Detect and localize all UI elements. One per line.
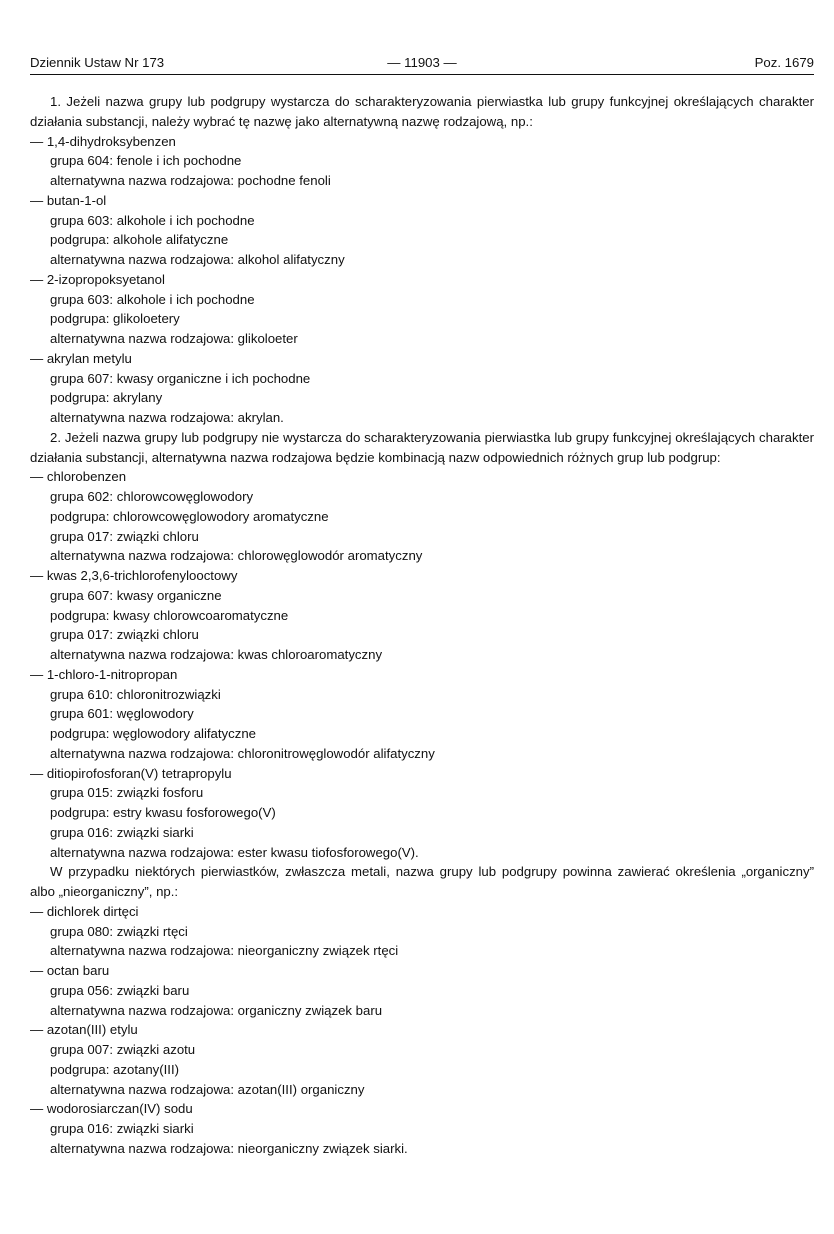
document-page <box>30 52 814 1159</box>
detail-line: grupa 602: chlorowcowęglowodory <box>50 489 254 504</box>
detail-line: alternatywna nazwa rodzajowa: pochodne fenoli <box>50 173 331 188</box>
detail-line: alternatywna nazwa rodzajowa: organiczny związek baru <box>50 1002 383 1018</box>
paragraph: 2. Jeżeli nazwa grupy lub podgrupy nie wystarcza do scharakteryzowania pierwiastka lub grupy funkcyjnej określających charakter działania substancji, alternatywna nazwa rodzajowa będzie kombinacją nazw odpowiednich różnych grup lub podgrup: <box>30 429 814 465</box>
detail-line: alternatywna nazwa rodzajowa: chloronitrowęglowodór alifatyczny <box>50 745 435 761</box>
detail-line: alternatywna nazwa rodzajowa: chlorowęglowodór aromatyczny <box>50 548 423 564</box>
detail-line: grupa 016: związki siarki <box>50 824 194 840</box>
substance-item: — akrylan metylu <box>30 350 132 366</box>
substance-item: — butan-1-ol <box>30 192 107 208</box>
detail-line: grupa 016: związki siarki <box>50 1121 194 1136</box>
detail-line: grupa 007: związki azotu <box>50 1042 196 1057</box>
paragraph: 1. Jeżeli nazwa grupy lub podgrupy wystarcza do scharakteryzowania pierwiastka lub grupy funkcyjnej określających charakter działania substancji, należy wybrać tę nazwę jako alternatywną nazwę rodzajową, np.: <box>30 94 814 129</box>
detail-line: alternatywna nazwa rodzajowa: ester kwasu tiofosforowego(V). <box>50 844 419 860</box>
detail-line: grupa 015: związki fosforu <box>50 785 204 801</box>
detail-line: grupa 607: kwasy organiczne <box>50 587 222 603</box>
detail-line: alternatywna nazwa rodzajowa: nieorganiczny związek rtęci <box>50 943 399 959</box>
detail-line: grupa 056: związki baru <box>50 982 190 998</box>
detail-line: grupa 610: chloronitrozwiązki <box>50 686 221 702</box>
detail-line: alternatywna nazwa rodzajowa: glikoloeter <box>50 331 298 346</box>
detail-line: podgrupa: estry kwasu fosforowego(V) <box>50 805 276 820</box>
detail-line: alternatywna nazwa rodzajowa: azotan(III) organiczny <box>50 1081 365 1097</box>
detail-line: alternatywna nazwa rodzajowa: akrylan. <box>50 410 284 425</box>
detail-line: grupa 017: związki chloru <box>50 528 199 544</box>
substance-item: — 1,4-dihydroksybenzen <box>30 133 176 149</box>
substance-item: — chlorobenzen <box>30 469 127 485</box>
detail-line: grupa 603: alkohole i ich pochodne <box>50 212 255 228</box>
paragraph: W przypadku niektórych pierwiastków, zwłaszcza metali, nazwa grupy lub podgrupy powinna zawierać określenia „organiczny” albo „nieorganiczny”, np.: <box>30 864 814 899</box>
position-number: Poz. 1679 <box>754 55 814 70</box>
substance-item: — ditiopirofosforan(V) tetrapropylu <box>30 765 232 781</box>
detail-line: podgrupa: kwasy chlorowcoaromatyczne <box>50 607 289 623</box>
page-header <box>30 52 814 75</box>
detail-line: grupa 601: węglowodory <box>50 706 194 722</box>
detail-line: grupa 603: alkohole i ich pochodne <box>50 291 255 307</box>
detail-line: podgrupa: alkohole alifatyczne <box>50 232 229 248</box>
journal-title: Dziennik Ustaw Nr 173 <box>30 55 165 70</box>
substance-item: — 2-izopropoksyetanol <box>30 271 165 287</box>
page-number: — 11903 — <box>387 55 457 70</box>
detail-line: alternatywna nazwa rodzajowa: kwas chloroaromatyczny <box>50 647 383 662</box>
detail-line: grupa 017: związki chloru <box>50 627 199 643</box>
detail-line: grupa 604: fenole i ich pochodne <box>50 153 242 169</box>
detail-line: alternatywna nazwa rodzajowa: alkohol alifatyczny <box>50 252 345 267</box>
detail-line: podgrupa: akrylany <box>50 390 163 406</box>
detail-line: podgrupa: węglowodory alifatyczne <box>50 726 256 741</box>
detail-line: podgrupa: chlorowcowęglowodory aromatyczne <box>50 508 329 524</box>
detail-line: podgrupa: glikoloetery <box>50 311 180 327</box>
substance-item: — kwas 2,3,6-trichlorofenylooctowy <box>30 568 238 583</box>
substance-item: — 1-chloro-1-nitropropan <box>30 666 178 682</box>
document-body <box>30 92 814 1159</box>
detail-line: grupa 607: kwasy organiczne i ich pochodne <box>50 370 311 386</box>
substance-item: — octan baru <box>30 963 110 978</box>
detail-line: grupa 080: związki rtęci <box>50 923 188 939</box>
substance-item: — azotan(III) etylu <box>30 1022 138 1038</box>
detail-line: alternatywna nazwa rodzajowa: nieorganiczny związek siarki. <box>50 1140 408 1156</box>
substance-item: — wodorosiarczan(IV) sodu <box>30 1101 193 1117</box>
substance-item: — dichlorek dirtęci <box>30 903 139 919</box>
detail-line: podgrupa: azotany(III) <box>50 1061 180 1077</box>
